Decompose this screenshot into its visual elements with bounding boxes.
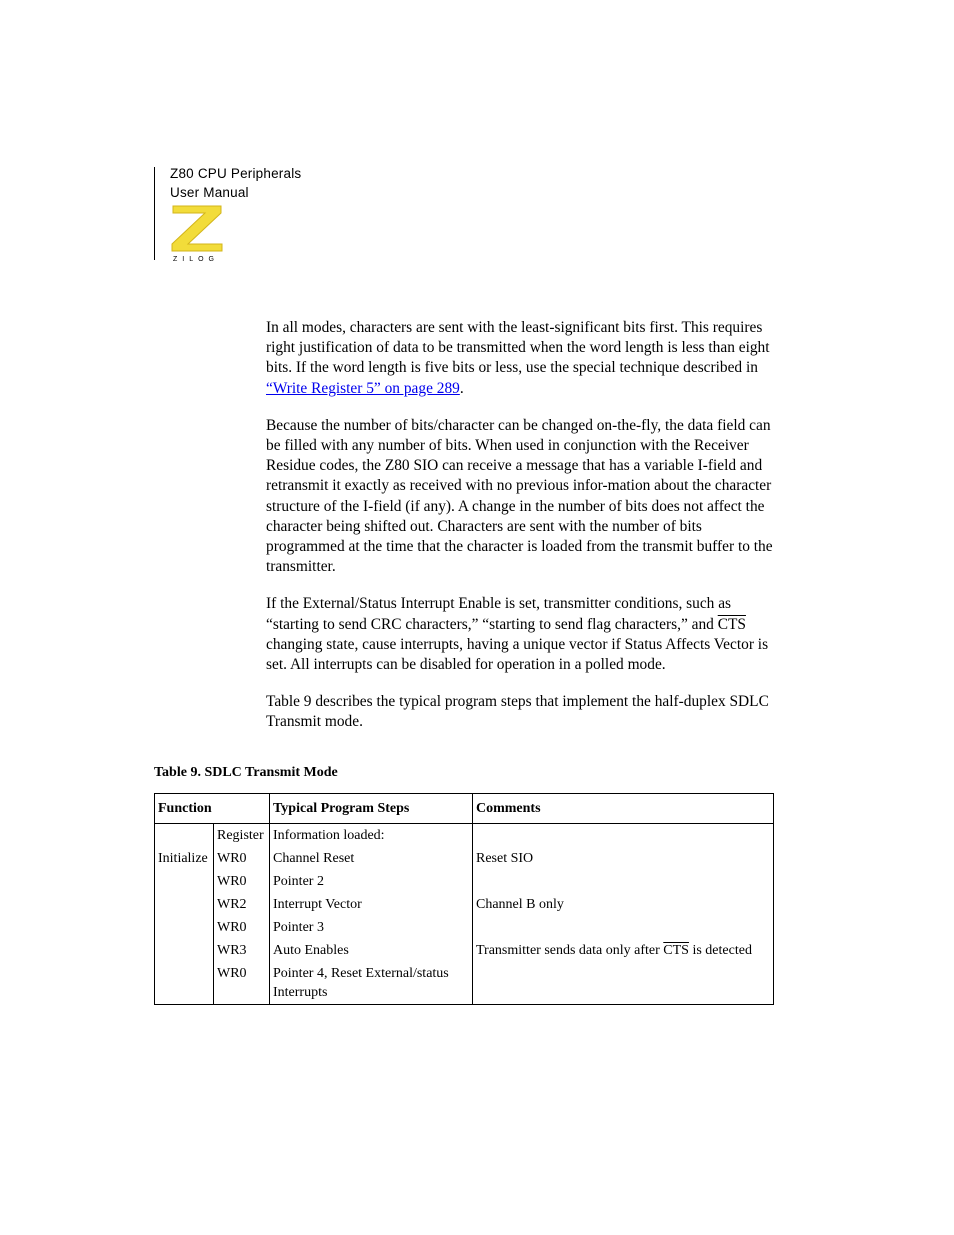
table-caption: Table 9. SDLC Transmit Mode — [154, 765, 338, 780]
header-function: Function — [155, 794, 270, 824]
paragraph-4: Table 9 describes the typical program steps that implement the half-duplex SDLC Transmit mode. — [266, 693, 769, 731]
table-row: WR0 Pointer 3 — [155, 916, 774, 939]
write-register-5-link[interactable]: “Write Register 5” on page 289 — [266, 379, 460, 397]
paragraph-3: If the External/Status Interrupt Enable is set, transmitter conditions, such as “starting to send CRC characters,” “starting to send flag characters,” and $\overline{CTS}$ changing state, cause interrupts, having a unique vector if Status Affects Vector is set. All interrupts can be disabled for operation in a polled mode. — [266, 595, 769, 674]
sdlc-transmit-table — [154, 793, 774, 1005]
paragraph-1: In all modes, characters are sent with the least-significant bits first. This requires right justification of data to be transmitted when the word length is less than eight bits. If the word length is five bits or less, use the special technique described in “Write Register 5” on page 289. — [266, 319, 770, 397]
table-row: WR0 Pointer 2 — [155, 870, 774, 893]
table-row: Register Information loaded: — [155, 824, 774, 848]
manual-subtitle: User Manual — [170, 185, 249, 200]
header-comments: Comments — [473, 794, 774, 824]
table-row: WR2 Interrupt Vector Channel B only — [155, 893, 774, 916]
header-steps: Typical Program Steps — [270, 794, 473, 824]
table-row: WR3 Auto Enables Transmitter sends data only after $\overline{CTS}$ is detected — [155, 939, 774, 962]
zilog-logo — [170, 204, 224, 262]
cts-signal: $\overline{CTS}$ — [717, 615, 746, 633]
table-row: WR0 Pointer 4, Reset External/status Interrupts — [155, 962, 774, 1005]
body-text — [266, 318, 774, 750]
header-rule — [154, 167, 155, 260]
manual-title: Z80 CPU Peripherals — [170, 166, 302, 181]
table-row: Initialize WR0 Channel Reset Reset SIO — [155, 847, 774, 870]
logo-caption: ZILOG — [172, 256, 220, 262]
cts-signal: $\overline{CTS}$ — [663, 943, 689, 958]
running-header — [170, 164, 301, 202]
paragraph-2: Because the number of bits/character can be changed on-the-fly, the data field can be filled with any number of bits. When used in conjunction with the Receiver Residue codes, the Z80 SIO can receive a message that has a variable I-field and retransmit it exactly as received with no previous infor-mation about the character structure of the I-field (if any). A change in the number of bits does not affect the character being shifted out. Characters are sent with the number of bits programmed at the time that the character is loaded from the transmit buffer to the transmitter. — [266, 416, 773, 576]
